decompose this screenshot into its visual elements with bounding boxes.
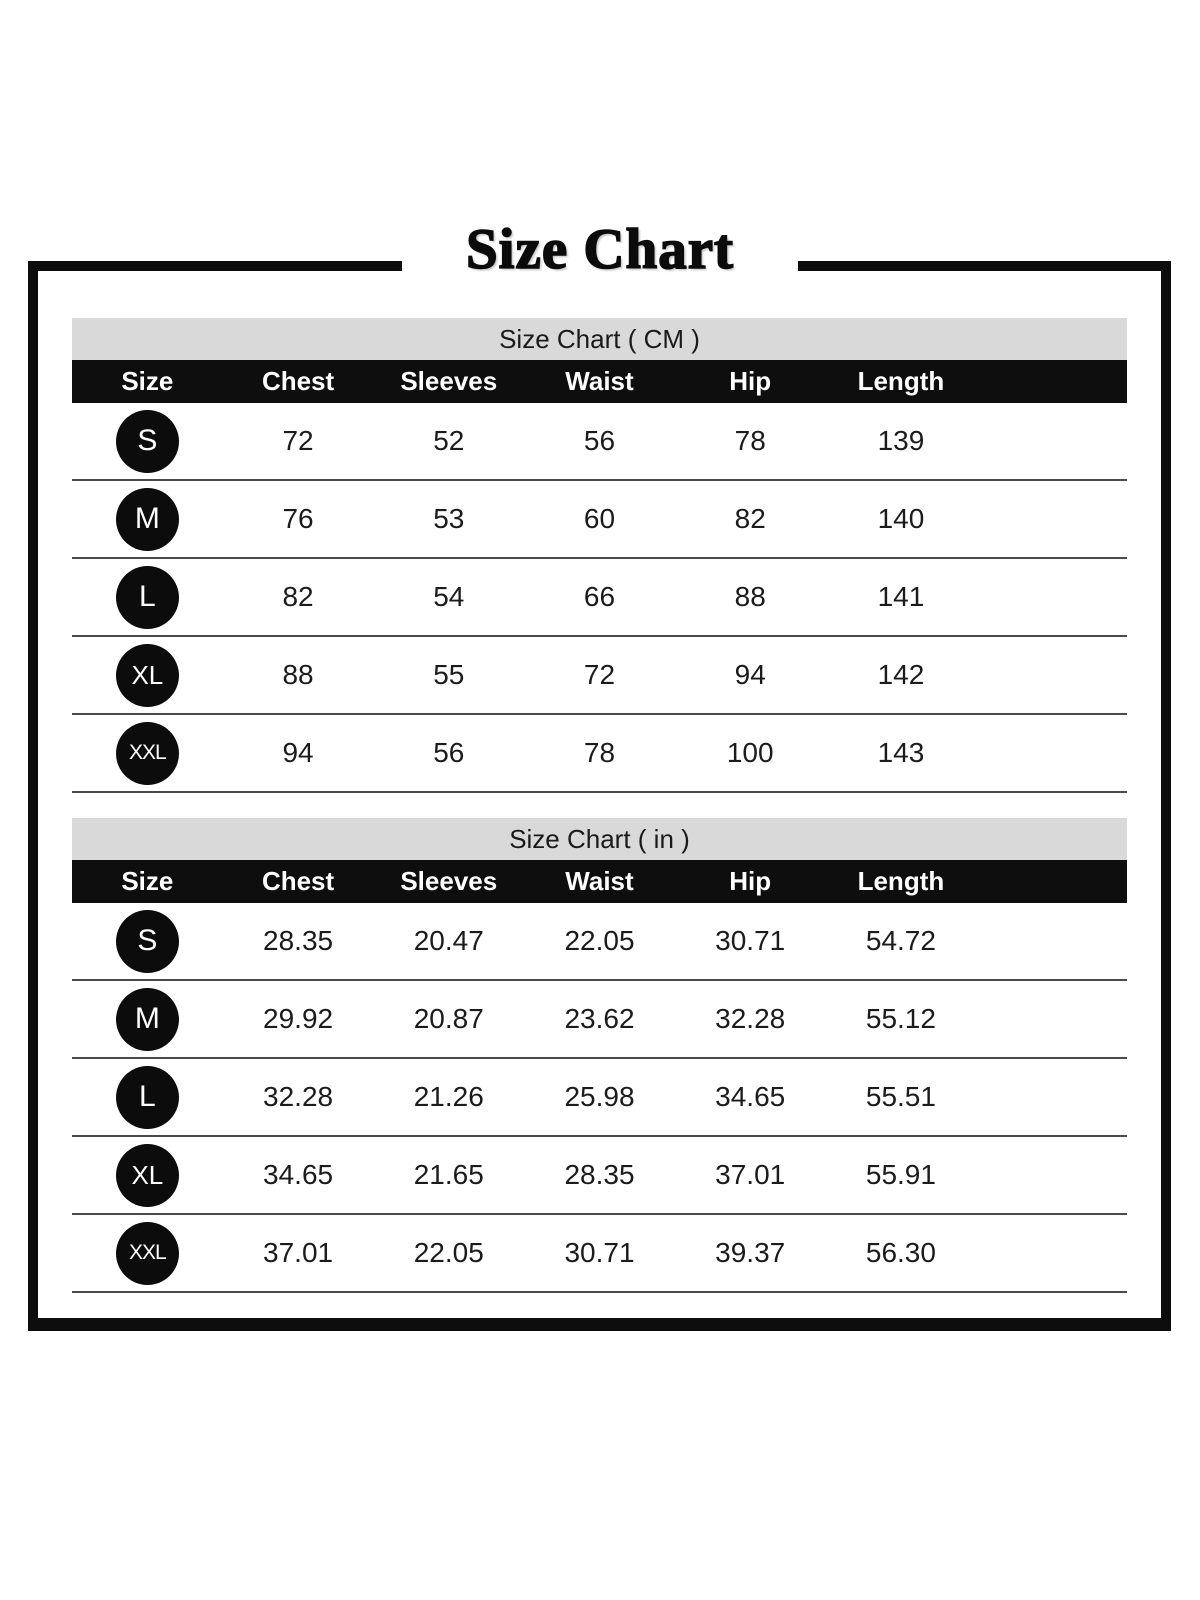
size-badge-cell <box>72 1066 223 1129</box>
cell-chest: 88 <box>282 659 314 690</box>
cell-waist: 25.98 <box>564 1081 635 1112</box>
table-row-l <box>72 559 1127 637</box>
size-badge-cell <box>72 910 223 973</box>
cell-chest: 34.65 <box>263 1159 334 1190</box>
cell-hip: 88 <box>734 581 766 612</box>
size-badge-cell <box>72 644 223 707</box>
table-caption-in: Size Chart ( in ) <box>72 818 1127 860</box>
cell-hip: 34.65 <box>715 1081 786 1112</box>
page-title: Size Chart <box>402 210 798 290</box>
cell-waist: 60 <box>583 503 616 534</box>
cell-hip: 37.01 <box>715 1159 786 1190</box>
column-header-size: Size <box>121 866 174 896</box>
cell-waist: 30.71 <box>564 1237 635 1268</box>
cell-sleeves: 53 <box>433 503 465 534</box>
size-badge: S <box>116 910 179 973</box>
cell-hip: 78 <box>734 425 766 456</box>
cell-length: 141 <box>877 581 925 612</box>
size-badge-cell <box>72 988 223 1051</box>
cell-sleeves: 55 <box>433 659 465 690</box>
size-badge-cell <box>72 1144 223 1207</box>
cell-chest: 37.01 <box>263 1237 334 1268</box>
size-badge-cell <box>72 488 223 551</box>
column-header-chest: Chest <box>261 366 335 396</box>
cell-hip: 30.71 <box>715 925 786 956</box>
size-badge-cell <box>72 722 223 785</box>
cell-sleeves: 21.65 <box>413 1159 484 1190</box>
cell-chest: 29.92 <box>263 1003 334 1034</box>
cell-hip: 100 <box>726 737 774 768</box>
table-caption-cm: Size Chart ( CM ) <box>72 318 1127 360</box>
cell-length: 139 <box>877 425 925 456</box>
cell-waist: 23.62 <box>564 1003 635 1034</box>
size-badge-cell <box>72 1222 223 1285</box>
cell-hip: 39.37 <box>715 1237 786 1268</box>
cell-length: 55.12 <box>865 1003 936 1034</box>
size-badge: S <box>116 410 179 473</box>
column-header-length: Length <box>857 366 945 396</box>
table-row-s <box>72 403 1127 481</box>
cell-chest: 82 <box>282 581 314 612</box>
cell-length: 143 <box>877 737 925 768</box>
cell-hip: 94 <box>734 659 766 690</box>
cell-chest: 32.28 <box>263 1081 334 1112</box>
size-badge: XXL <box>116 1222 179 1285</box>
table-header-row <box>72 360 1127 403</box>
cell-length: 140 <box>877 503 925 534</box>
table-header-row <box>72 860 1127 903</box>
size-badge: L <box>116 566 179 629</box>
chart-frame <box>28 261 1171 1331</box>
size-badge: M <box>116 988 179 1051</box>
table-row-m <box>72 981 1127 1059</box>
table-row-l <box>72 1059 1127 1137</box>
column-header-waist: Waist <box>565 366 634 396</box>
table-row-xxl <box>72 1215 1127 1293</box>
size-table-cm <box>72 318 1127 793</box>
table-row-xxl <box>72 715 1127 793</box>
tables-area <box>72 318 1127 1293</box>
cell-chest: 28.35 <box>263 925 334 956</box>
column-header-length: Length <box>857 866 945 896</box>
size-badge: XL <box>116 644 179 707</box>
cell-length: 56.30 <box>865 1237 936 1268</box>
cell-chest: 76 <box>282 503 314 534</box>
cell-chest: 72 <box>282 425 314 456</box>
column-header-waist: Waist <box>565 866 634 896</box>
table-row-xl <box>72 1137 1127 1215</box>
cell-sleeves: 20.47 <box>413 925 484 956</box>
cell-waist: 78 <box>583 737 616 768</box>
cell-sleeves: 20.87 <box>413 1003 484 1034</box>
size-badge-cell <box>72 566 223 629</box>
cell-length: 54.72 <box>865 925 936 956</box>
cell-length: 55.91 <box>865 1159 936 1190</box>
cell-sleeves: 54 <box>433 581 465 612</box>
column-header-sleeves: Sleeves <box>400 366 498 396</box>
column-header-hip: Hip <box>729 366 772 396</box>
column-header-sleeves: Sleeves <box>400 866 498 896</box>
cell-chest: 94 <box>282 737 314 768</box>
table-row-s <box>72 903 1127 981</box>
cell-waist: 66 <box>583 581 616 612</box>
size-table-in <box>72 818 1127 1293</box>
cell-sleeves: 56 <box>433 737 465 768</box>
cell-length: 55.51 <box>865 1081 936 1112</box>
table-row-m <box>72 481 1127 559</box>
column-header-size: Size <box>121 366 174 396</box>
size-badge: M <box>116 488 179 551</box>
cell-waist: 22.05 <box>564 925 635 956</box>
cell-sleeves: 52 <box>433 425 465 456</box>
size-badge: XXL <box>116 722 179 785</box>
cell-length: 142 <box>877 659 925 690</box>
cell-hip: 82 <box>734 503 766 534</box>
cell-waist: 56 <box>583 425 616 456</box>
cell-waist: 28.35 <box>564 1159 635 1190</box>
size-badge-cell <box>72 410 223 473</box>
cell-sleeves: 21.26 <box>413 1081 484 1112</box>
column-header-hip: Hip <box>729 866 772 896</box>
size-badge: XL <box>116 1144 179 1207</box>
size-badge: L <box>116 1066 179 1129</box>
cell-sleeves: 22.05 <box>413 1237 484 1268</box>
cell-waist: 72 <box>583 659 616 690</box>
column-header-chest: Chest <box>261 866 335 896</box>
table-row-xl <box>72 637 1127 715</box>
cell-hip: 32.28 <box>715 1003 786 1034</box>
